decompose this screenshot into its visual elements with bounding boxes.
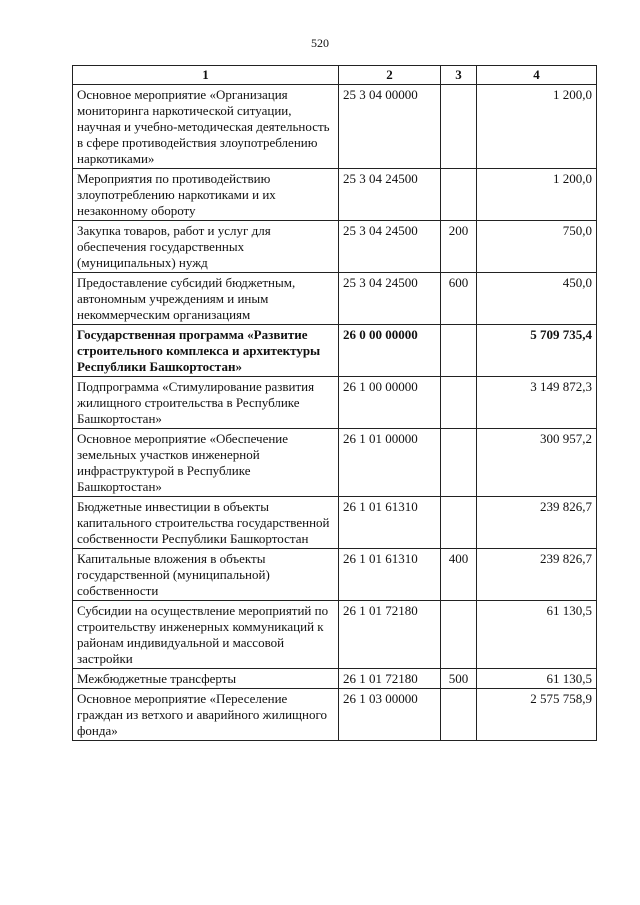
row-type-cell [441, 429, 477, 497]
row-type-cell: 200 [441, 221, 477, 273]
row-amount-cell: 3 149 872,3 [477, 377, 597, 429]
row-name-cell: Мероприятия по противодействию злоупотреблению наркотиками и их незаконному обороту [73, 169, 339, 221]
row-amount-cell: 61 130,5 [477, 669, 597, 689]
row-code-cell: 25 3 04 24500 [339, 169, 441, 221]
row-amount-cell: 239 826,7 [477, 549, 597, 601]
table-row [73, 429, 597, 497]
row-code-cell: 26 1 00 00000 [339, 377, 441, 429]
row-name-cell: Государственная программа «Развитие строительного комплекса и архитектуры Республики Башкортостан» [73, 325, 339, 377]
header-col-3: 3 [441, 66, 477, 85]
table-row [73, 377, 597, 429]
row-amount-cell: 450,0 [477, 273, 597, 325]
table-body [73, 85, 597, 741]
table-row [73, 601, 597, 669]
row-amount-cell: 61 130,5 [477, 601, 597, 669]
row-type-cell [441, 169, 477, 221]
table-row [73, 325, 597, 377]
table-row [73, 221, 597, 273]
row-type-cell [441, 497, 477, 549]
page-number: 520 [311, 36, 329, 50]
row-name-cell: Закупка товаров, работ и услуг для обеспечения государственных (муниципальных) нужд [73, 221, 339, 273]
row-type-cell [441, 601, 477, 669]
row-name-cell: Основное мероприятие «Переселение граждан из ветхого и аварийного жилищного фонда» [73, 689, 339, 741]
table-row [73, 689, 597, 741]
header-col-1: 1 [73, 66, 339, 85]
header-col-2: 2 [339, 66, 441, 85]
row-code-cell: 26 1 01 72180 [339, 601, 441, 669]
row-code-cell: 26 0 00 00000 [339, 325, 441, 377]
header-col-4: 4 [477, 66, 597, 85]
row-name-cell: Предоставление субсидий бюджетным, автономным учреждениям и иным некоммерческим организациям [73, 273, 339, 325]
row-type-cell: 500 [441, 669, 477, 689]
row-code-cell: 25 3 04 24500 [339, 273, 441, 325]
row-type-cell [441, 377, 477, 429]
table-row [73, 669, 597, 689]
row-type-cell [441, 325, 477, 377]
row-amount-cell: 300 957,2 [477, 429, 597, 497]
table-row [73, 273, 597, 325]
row-amount-cell: 1 200,0 [477, 85, 597, 169]
row-code-cell: 26 1 01 61310 [339, 497, 441, 549]
budget-table [72, 65, 597, 741]
row-name-cell: Подпрограмма «Стимулирование развития жилищного строительства в Республике Башкортостан» [73, 377, 339, 429]
table-row [73, 85, 597, 169]
table-row [73, 169, 597, 221]
row-amount-cell: 2 575 758,9 [477, 689, 597, 741]
row-code-cell: 26 1 03 00000 [339, 689, 441, 741]
row-amount-cell: 5 709 735,4 [477, 325, 597, 377]
row-type-cell: 600 [441, 273, 477, 325]
row-code-cell: 26 1 01 72180 [339, 669, 441, 689]
row-name-cell: Капитальные вложения в объекты государственной (муниципальной) собственности [73, 549, 339, 601]
header-row [73, 66, 597, 85]
row-name-cell: Межбюджетные трансферты [73, 669, 339, 689]
row-amount-cell: 1 200,0 [477, 169, 597, 221]
row-code-cell: 25 3 04 24500 [339, 221, 441, 273]
row-type-cell: 400 [441, 549, 477, 601]
row-code-cell: 26 1 01 00000 [339, 429, 441, 497]
row-type-cell [441, 85, 477, 169]
row-name-cell: Бюджетные инвестиции в объекты капитального строительства государственной собственности Республики Башкортостан [73, 497, 339, 549]
row-amount-cell: 750,0 [477, 221, 597, 273]
row-name-cell: Основное мероприятие «Обеспечение земельных участков инженерной инфраструктурой в Республике Башкортостан» [73, 429, 339, 497]
row-name-cell: Субсидии на осуществление мероприятий по строительству инженерных коммуникаций к районам индивидуальной и массовой застройки [73, 601, 339, 669]
row-code-cell: 26 1 01 61310 [339, 549, 441, 601]
table-row [73, 549, 597, 601]
row-name-cell: Основное мероприятие «Организация мониторинга наркотической ситуации, научная и учебно-методическая деятельность в сфере противодействия злоупотреблению наркотиками» [73, 85, 339, 169]
row-amount-cell: 239 826,7 [477, 497, 597, 549]
table-row [73, 497, 597, 549]
row-code-cell: 25 3 04 00000 [339, 85, 441, 169]
row-type-cell [441, 689, 477, 741]
